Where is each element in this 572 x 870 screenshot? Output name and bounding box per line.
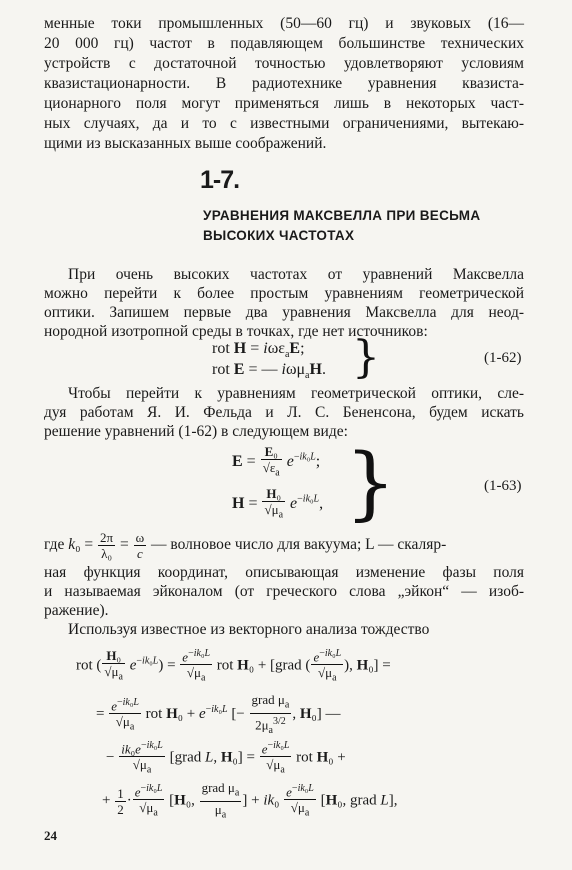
equation-1-62-line2: rot E = — iωμ$_a$H. xyxy=(212,361,326,382)
text-line: При очень высоких частотах от уравнений Максвелла xyxy=(68,266,524,283)
text-line: Используя известное из векторного анализа тождество xyxy=(68,621,430,638)
identity-line4: + $\frac{1}{2}$ · $\frac{e^{-ik_0L}}{√\mu_a}$ [H₀, $\frac{grad \mu_a}{\mu_a}$ ] + ik₀ $\frac{e^{-ik_0L}}{√\mu_a}$ [H₀, grad L], xyxy=(102,780,398,821)
text-line: менные токи промышленных (50—60 гц) и звуковых (16— xyxy=(44,15,524,32)
text-line: ная функция координат, описывающая изменение фазы поля xyxy=(44,564,524,581)
text-line: квазистационарности. В радиотехнике уравнения квазиста- xyxy=(44,75,524,92)
equation-label: (1-63) xyxy=(484,478,522,494)
equation-1-63-line2: H = $\frac{\text{H₀}}{√\mu_a}$ $e^{-ik_0L}$, xyxy=(232,486,324,521)
right-brace: } xyxy=(345,436,396,529)
right-brace: } xyxy=(352,332,380,383)
text-line: можно перейти к более простым уравнениям геометрической xyxy=(44,285,524,302)
text-line: где k₀ = $\frac{2\pi}{\text{λ₀}}$ = $\frac{\omega}{c}$ — волновое число для вакуума; L — скаляр- xyxy=(44,530,447,561)
identity-line2: = $\frac{e^{-ik_0L}}{√\mu_a}$ rot $H_0 + e^{-ik_0L}$ [− $\frac{grad \mu_a}{2\mu_a^{3/2}}$ , H₀] — xyxy=(96,692,341,736)
text-line: Чтобы перейти к уравнениям геометрической оптики, сле- xyxy=(68,385,524,402)
text-line: ражение). xyxy=(44,602,109,619)
text-line: 20 000 гц) частот в подавляющем большинстве технических xyxy=(44,35,524,52)
page-number: 24 xyxy=(44,828,57,843)
equation-label: (1-62) xyxy=(484,350,522,366)
section-title-line1: УРАВНЕНИЯ МАКСВЕЛЛА ПРИ ВЕСЬМА xyxy=(203,208,481,223)
identity-line3: − $\frac{ik_0e^{-ik_0L}}{√\mu_a}$ [grad L, H₀] = $\frac{e^{-ik_0L}}{√\mu_a}$ rot H₀ + xyxy=(106,740,346,776)
text-line: ных случаях, да и то с известными ограничениями, вытекаю- xyxy=(44,115,524,132)
equation-1-63-line1: E = $\frac{\text{E₀}}{√\varepsilon_a}$ $e^{-ik_0L}$; xyxy=(232,444,321,479)
text-line: и называемая эйконалом (от греческого слова „эйкон“ — изоб- xyxy=(44,583,524,600)
text-line: оптики. Запишем первые два уравнения Максвелла для неод- xyxy=(44,304,524,321)
text-line: дуя работам Я. И. Фельда и Л. С. Бененсона, будем искать xyxy=(44,404,524,421)
identity-line1: rot ( $\frac{\text{H₀}}{√\mu_a}$ $e^{-ik_0L}$) = $\frac{e^{-ik_0L}}{√\mu_a}$ rot H₀ + [grad ( $\frac{e^{-ik_0L}}{√\mu_a}$ ), H₀] = xyxy=(76,647,391,684)
text-line: ционарного поля могут применяться лишь в некоторых част- xyxy=(44,95,524,112)
text-line: устройств с достаточной точностью удовлетворяют условиям xyxy=(44,55,524,72)
section-number: 1-7. xyxy=(200,166,240,194)
section-title-line2: ВЫСОКИХ ЧАСТОТАХ xyxy=(203,228,355,243)
text-line: решение уравнений (1-62) в следующем виде: xyxy=(44,423,348,440)
equation-1-62-line1: rot H = iωε$_a$E; xyxy=(212,340,305,361)
text-line: нородной изотропной среды в точках, где нет источников: xyxy=(44,323,428,340)
text-line: щими из высказанных выше соображений. xyxy=(44,135,327,152)
